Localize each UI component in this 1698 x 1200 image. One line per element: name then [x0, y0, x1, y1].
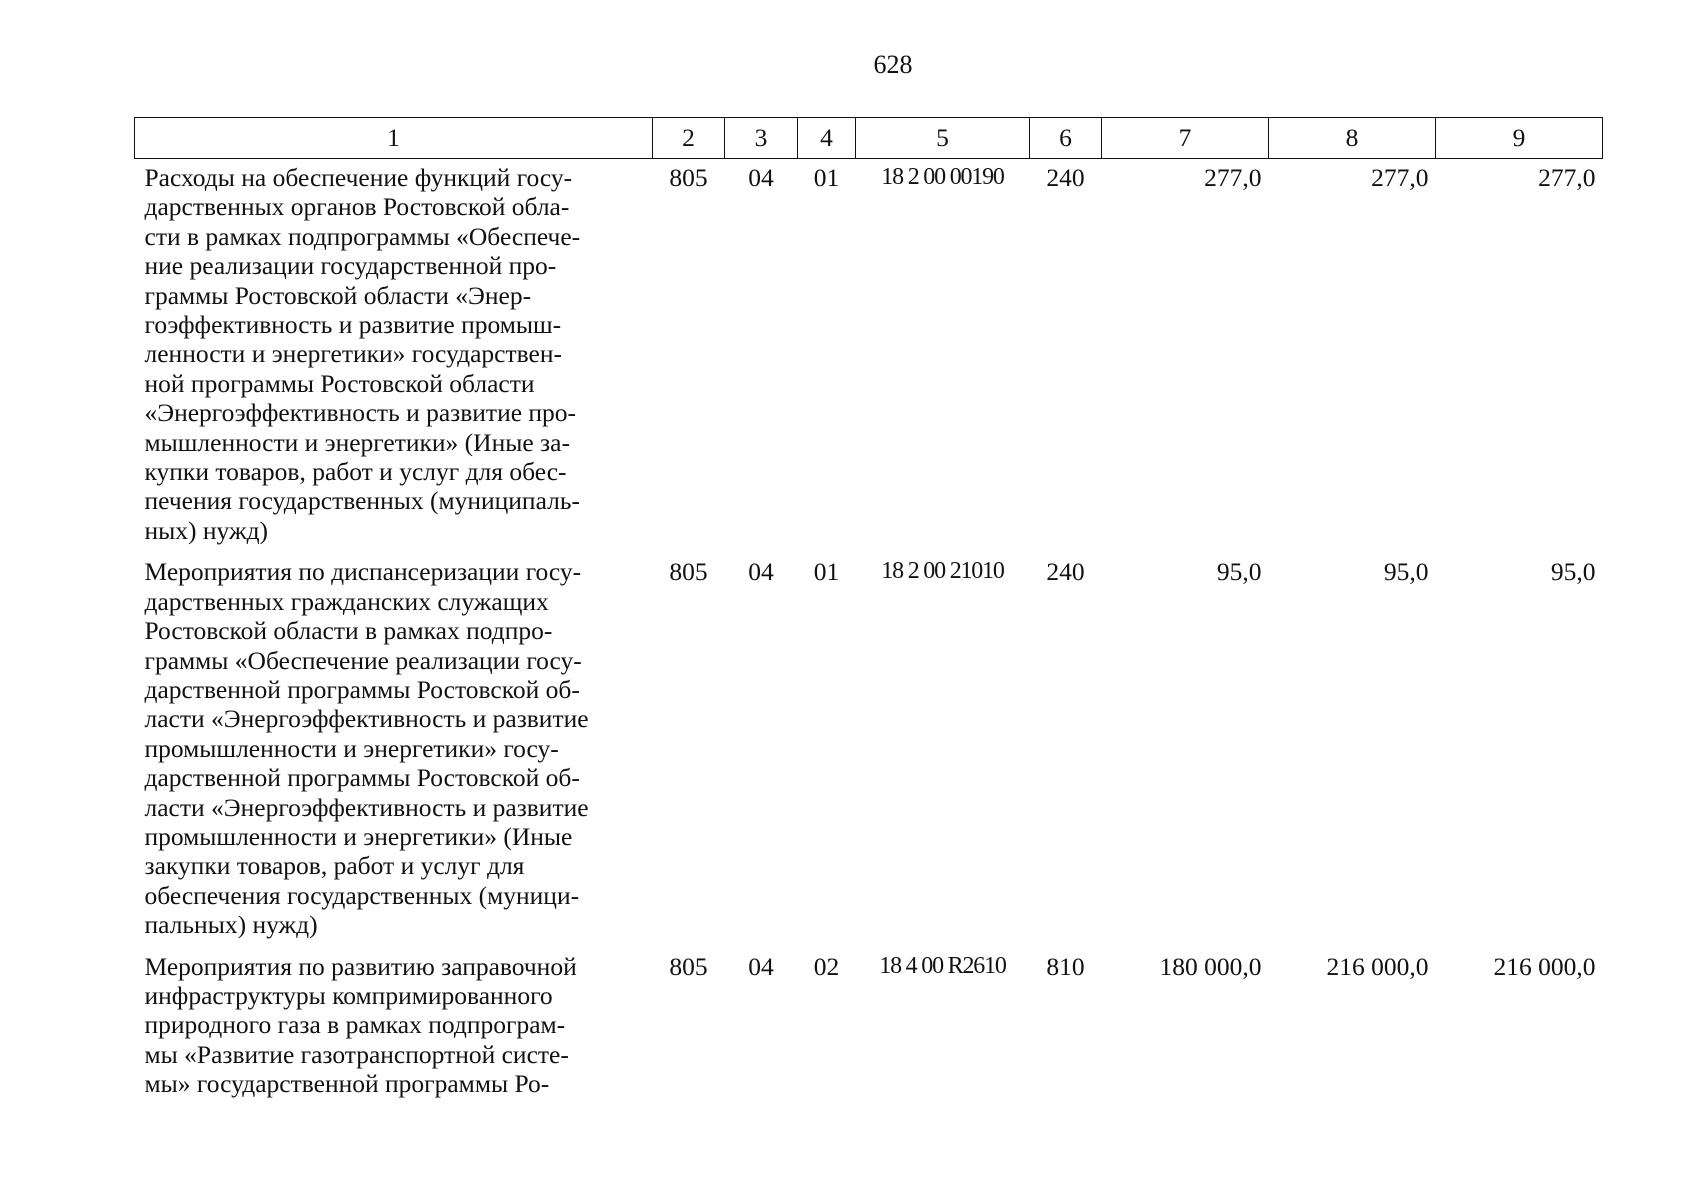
description-line: ных) нужд): [144, 515, 269, 545]
amount-year-1: 95,0: [1216, 557, 1262, 587]
target-article-code: 18 2 00 00190: [881, 164, 1004, 190]
description-line: Мероприятия по диспансеризации госу-: [144, 557, 582, 587]
page-number: 628: [873, 50, 913, 79]
description-line: печения государственных (муниципаль-: [144, 486, 580, 516]
table-row: [135, 553, 1603, 947]
description-line: купки товаров, работ и услуг для обес-: [144, 457, 567, 487]
budget-table: [134, 117, 1603, 1107]
description-line: мышленности и энергетики» (Иные за-: [144, 427, 570, 457]
table-row: [135, 948, 1603, 1107]
description-line: дарственной программы Ростовской об-: [144, 674, 580, 704]
amount-year-3: 95,0: [1550, 557, 1596, 587]
description-line: ние реализации государственной про-: [144, 251, 557, 281]
description-line: граммы Ростовской области «Энер-: [144, 280, 532, 310]
section-code: 04: [748, 951, 774, 981]
description-line: ласти «Энергоэффективность и развитие: [144, 704, 589, 734]
header-col-4: 4: [798, 118, 856, 159]
target-article-code: 18 2 00 21010: [881, 558, 1004, 585]
header-col-6: 6: [1030, 118, 1102, 159]
description-line: дарственных органов Ростовской обла-: [144, 192, 570, 222]
description-line: мы» государственной программы Ро-: [144, 1069, 550, 1099]
subsection-code: 01: [813, 557, 840, 587]
amount-year-2: 95,0: [1383, 557, 1429, 587]
target-article-code: 18 4 00 R2610: [879, 952, 1006, 979]
amount-year-2: 216 000,0: [1326, 951, 1429, 981]
description-line: мы «Развитие газотранспортной систе-: [144, 1039, 569, 1069]
amount-year-1: 180 000,0: [1159, 951, 1262, 981]
description-line: пальных) нужд): [144, 910, 318, 940]
ministry-code: 805: [669, 557, 708, 587]
ministry-code: 805: [669, 163, 708, 192]
amount-year-2: 277,0: [1371, 163, 1429, 192]
ministry-code: 805: [669, 951, 708, 981]
header-col-7: 7: [1102, 118, 1269, 159]
description-line: ленности и энергетики» государствен-: [144, 339, 562, 369]
description-line: граммы «Обеспечение реализации госу-: [144, 645, 582, 675]
description-line: сти в рамках подпрограммы «Обеспече-: [144, 221, 581, 251]
description-line: Ростовской области в рамках подпро-: [144, 616, 553, 646]
subsection-code: 01: [813, 163, 840, 192]
description-line: промышленности и энергетики» (Иные: [144, 821, 573, 851]
description-line: природного газа в рамках подпрограм-: [144, 1010, 566, 1040]
header-col-8: 8: [1269, 118, 1436, 159]
description-line: закупки товаров, работ и услуг для: [144, 851, 525, 881]
expense-type-code: 240: [1046, 163, 1085, 192]
expense-type-code: 810: [1046, 951, 1085, 981]
header-col-2: 2: [653, 118, 725, 159]
section-code: 04: [748, 557, 774, 587]
description-line: ласти «Энергоэффективность и развитие: [144, 792, 589, 822]
description-line: «Энергоэффективность и развитие про-: [144, 398, 577, 428]
row-description: [135, 553, 653, 947]
description-line: дарственных гражданских служащих: [144, 586, 549, 616]
description-line: инфраструктуры компримированного: [144, 980, 553, 1010]
description-line: обеспечения государственных (муници-: [144, 880, 580, 910]
amount-year-1: 277,0: [1204, 163, 1262, 192]
header-col-3: 3: [725, 118, 798, 159]
table-header: [135, 118, 1603, 159]
header-col-5: 5: [856, 118, 1030, 159]
header-col-1: 1: [135, 118, 653, 159]
description-line: Мероприятия по развитию заправочной: [144, 951, 577, 981]
expense-type-code: 240: [1046, 557, 1085, 587]
section-code: 04: [748, 163, 774, 192]
description-line: ной программы Ростовской области: [144, 368, 535, 398]
table-body: [135, 159, 1603, 1107]
amount-year-3: 277,0: [1538, 163, 1596, 192]
row-description: [135, 948, 653, 1107]
description-line: промышленности и энергетики» госу-: [144, 733, 559, 763]
row-description: [135, 159, 653, 554]
header-row: [135, 118, 1603, 159]
subsection-code: 02: [813, 951, 840, 981]
description-line: гоэффективность и развитие промыш-: [144, 310, 562, 340]
table-row: [135, 159, 1603, 554]
amount-year-3: 216 000,0: [1493, 951, 1596, 981]
description-line: Расходы на обеспечение функций госу-: [144, 163, 573, 192]
description-line: дарственной программы Ростовской об-: [144, 763, 580, 793]
header-col-9: 9: [1436, 118, 1603, 159]
